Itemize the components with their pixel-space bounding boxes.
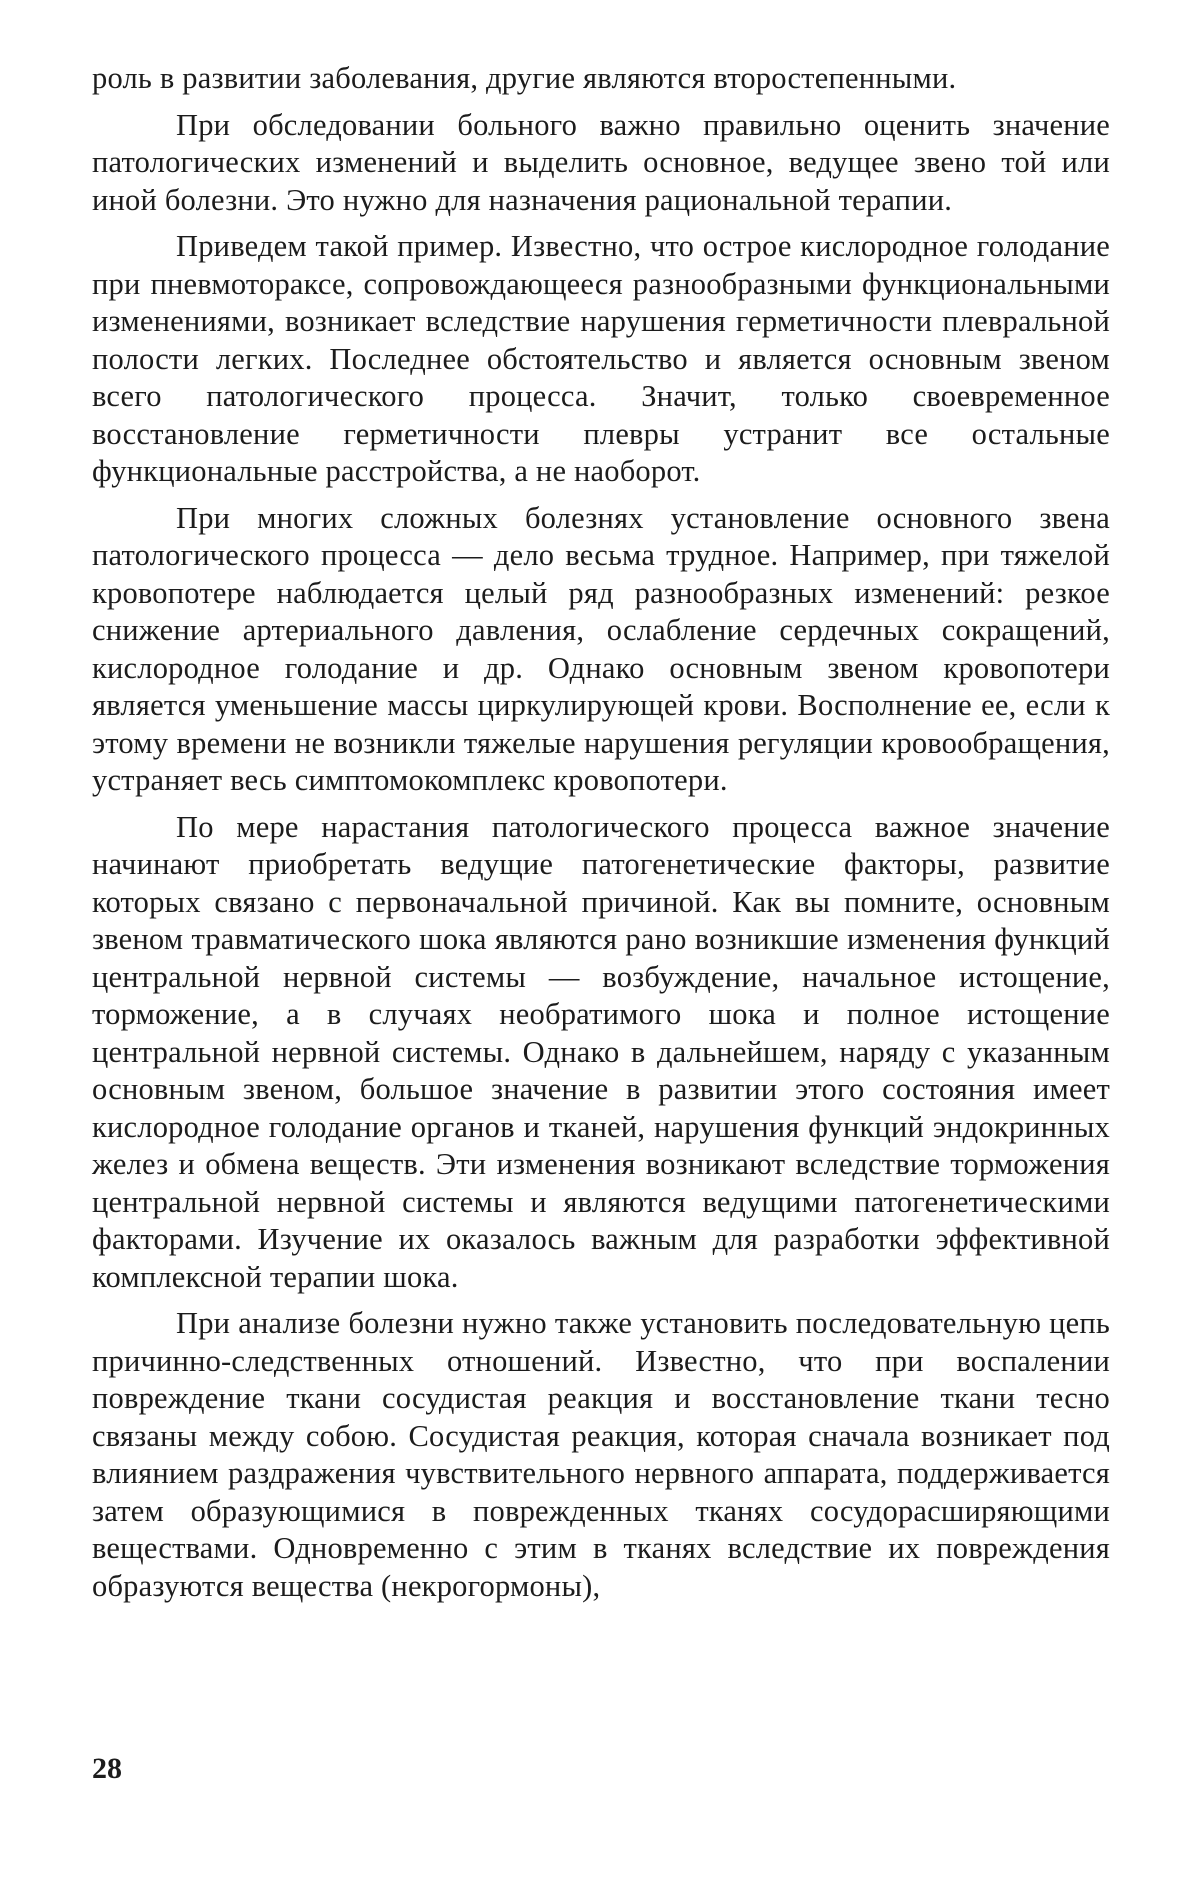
paragraph: При обследовании больного важно правильно оценить значение патологических изменений и выделить основное, ведущее звено той или иной болезни. Это нужно для назначения рациональной терапии. [92, 107, 1110, 217]
paragraph: При анализе болезни нужно также установить последовательную цепь причинно-следственных отношений. Известно, что при воспалении повреждение ткани сосудистая реакция и восстановление ткани тесно связаны между собою. Сосудистая реакция, которая сначала возникает под влиянием раздражения чувствительного нервного аппарата, поддерживается затем образующимися в поврежденных тканях сосудорасширяющими веществами. Одновременно с этим в тканях вследствие их повреждения образуются вещества (некрогормоны), [92, 1306, 1110, 1603]
page-number: 28 [92, 1752, 122, 1785]
page-text [92, 60, 1110, 1614]
paragraph: Приведем такой пример. Известно, что острое кислородное голодание при пневмотораксе, сопровождающееся разнообразными функциональными изменениями, возникает вследствие нарушения герметичности плевральной полости легких. Последнее обстоятельство и является основным звеном всего патологического процесса. Значит, только своевременное восстановление герметичности плевры устранит все остальные функциональные расстройства, а не наоборот. [92, 229, 1110, 488]
paragraph: При многих сложных болезнях установление основного звена патологического процесса — дело весьма трудное. Например, при тяжелой кровопотере наблюдается целый ряд разнообразных изменений: резкое снижение артериального давления, ослабление сердечных сокращений, кислородное голодание и др. Однако основным звеном кровопотери является уменьшение массы циркулирующей крови. Восполнение ее, если к этому времени не возникли тяжелые нарушения регуляции кровообращения, устраняет весь симптомокомплекс кровопотери. [92, 500, 1110, 797]
paragraph-continuation: роль в развитии заболевания, другие являются второстепенными. [92, 61, 957, 95]
paragraph: По мере нарастания патологического процесса важное значение начинают приобретать ведущие патогенетические факторы, развитие которых связано с первоначальной причиной. Как вы помните, основным звеном травматического шока являются рано возникшие изменения функций центральной нервной системы — возбуждение, начальное истощение, торможение, а в случаях необратимого шока и полное истощение центральной нервной системы. Однако в дальнейшем, наряду с указанным основным звеном, большое значение в развитии этого состояния имеет кислородное голодание органов и тканей, нарушения функций эндокринных желез и обмена веществ. Эти изменения возникают вследствие торможения центральной нервной системы и являются ведущими патогенетическими факторами. Изучение их оказалось важным для разработки эффективной комплексной терапии шока. [92, 809, 1110, 1294]
